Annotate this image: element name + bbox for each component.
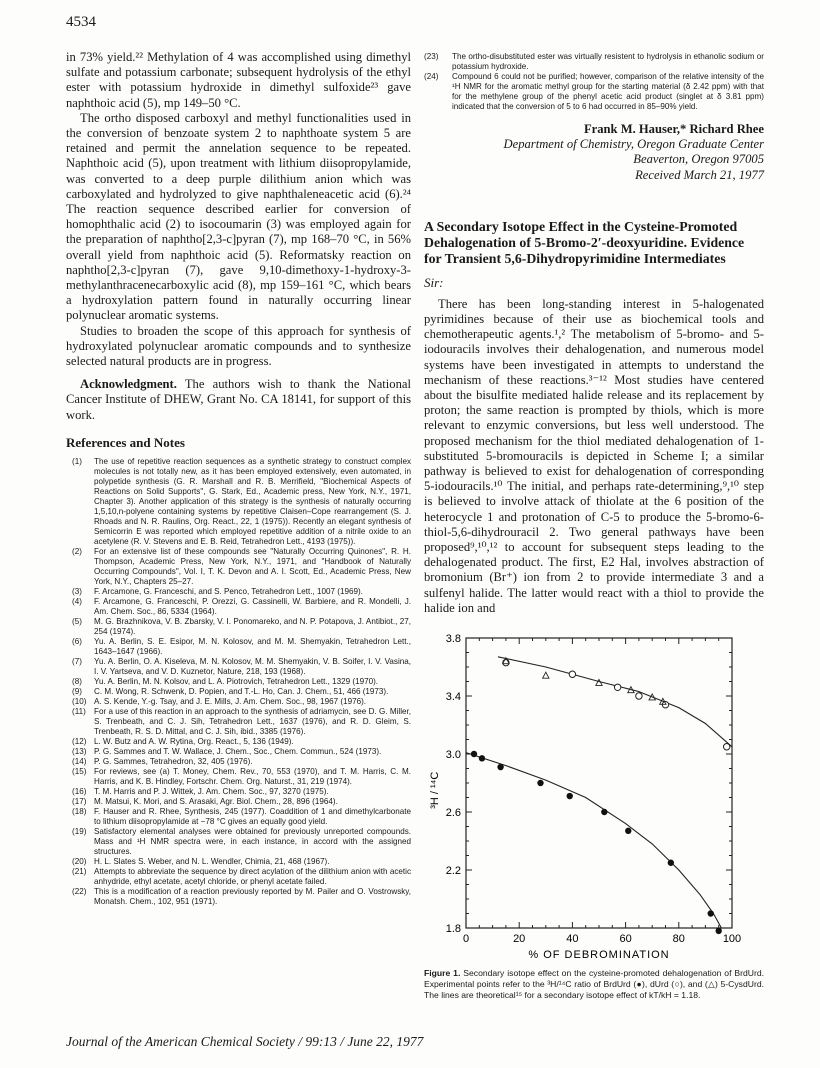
brdurd-point	[479, 755, 485, 761]
reference-item	[66, 867, 411, 887]
reference-item	[66, 637, 411, 657]
reference-number: (19)	[72, 826, 87, 836]
figure-1	[424, 632, 764, 1002]
reference-item	[66, 767, 411, 787]
received-date: Received March 21, 1977	[635, 167, 764, 182]
reference-number: (13)	[72, 746, 87, 756]
article-title: A Secondary Isotope Effect in the Cysteine-Promoted Dehalogenation of 5-Bromo-2′-deoxyuridine. Evidence for Transient 5,6-Dihydropyrimidine Intermediates	[424, 218, 745, 266]
reference-number: (23)	[424, 52, 439, 61]
reference-text: Satisfactory elemental analyses were obtained for previously unreported compounds. Mass and ¹H NMR spectra were, in each instance, in accord with the assigned structures.	[94, 826, 411, 856]
reference-number: (1)	[72, 456, 82, 466]
reference-number: (9)	[72, 686, 82, 696]
right-column	[424, 50, 764, 616]
reference-text: L. W. Butz and A. W. Rytina, Org. React., 5, 136 (1949).	[94, 736, 294, 746]
acknowledgment-label: Acknowledgment.	[80, 377, 177, 392]
reference-item	[66, 807, 411, 827]
reference-item	[424, 52, 764, 72]
figure-caption	[424, 968, 764, 1001]
brdurd-point	[716, 928, 722, 934]
authors: Frank M. Hauser,* Richard Rhee	[583, 122, 764, 136]
page-number: 4534	[66, 14, 96, 30]
reference-text: The ortho-disubstituted ester was virtually resistent to hydrolysis in ethanolic sodium or potassium hydroxide.	[452, 52, 764, 71]
reference-number: (20)	[72, 856, 87, 866]
reference-text: For reviews, see (a) T. Money, Chem. Rev., 70, 553 (1970), and T. M. Harris, C. M. Harris, and K. B. Hindley, Fortschr. Chem. Org. Naturst., 31, 219 (1974).	[94, 766, 411, 786]
acknowledgment-text: The authors wish to thank the National Cancer Institute of DHEW, Grant No. CA 18141, for support of this work.	[66, 377, 411, 422]
reference-item	[66, 747, 411, 757]
reference-item	[66, 457, 411, 547]
reference-item	[66, 587, 411, 597]
durd-point	[569, 671, 575, 677]
brdurd-point	[537, 780, 543, 786]
reference-number: (14)	[72, 756, 87, 766]
x-tick-label: 100	[722, 933, 742, 945]
reference-text: This is a modification of a reaction previously reported by M. Pailer and O. Vostrowsky, Monatsh. Chem., 102, 951 (1971).	[94, 886, 411, 906]
durd-point	[614, 684, 620, 690]
reference-text: T. M. Harris and P. J. Wittek, J. Am. Chem. Soc., 97, 3270 (1975).	[94, 786, 329, 796]
reference-item	[66, 787, 411, 797]
salutation: Sir:	[424, 274, 444, 290]
reference-item	[66, 657, 411, 677]
durd-point	[723, 744, 729, 750]
reference-text: P. G. Sammes, Tetrahedron, 32, 405 (1976).	[94, 756, 253, 766]
reference-text: C. M. Wong, R. Schwenk, D. Popien, and T.-L. Ho, Can. J. Chem., 51, 466 (1973).	[94, 686, 389, 696]
reference-number: (5)	[72, 616, 82, 626]
reference-item	[66, 827, 411, 857]
reference-number: (3)	[72, 586, 82, 596]
acknowledgment	[66, 377, 411, 423]
theory-curve-upper	[498, 657, 732, 747]
reference-text: F. Arcamone, G. Franceschi, P. Orezzi, G. Cassinelli, W. Barbiere, and R. Mondelli, J. Am. Chem. Soc., 86, 5334 (1964).	[94, 596, 411, 616]
reference-number: (11)	[72, 706, 86, 716]
x-tick-label: 40	[566, 933, 579, 945]
isotope-chart	[424, 632, 764, 968]
reference-text: M. Matsui, K. Mori, and S. Arasaki, Agr. Biol. Chem., 28, 896 (1964).	[94, 796, 338, 806]
reference-text: F. Hauser and R. Rhee, Synthesis, 245 (1977). Coaddition of 1 and dimethylcarbonate to lithium diisopropylamide at −78 °C gives an equally good yield.	[94, 806, 411, 826]
cysdurd-point	[543, 672, 549, 678]
reference-number: (17)	[72, 796, 87, 806]
reference-number: (22)	[72, 886, 87, 896]
reference-number: (24)	[424, 72, 439, 81]
reference-text: For an extensive list of these compounds see "Naturally Occurring Quinones", R. H. Thompson, Academic Press, New York, N.Y., 1971, and "Handbook of Naturally Occurring Compounds", Vol. I, T. K. Devon and A. I. Scott, Ed., Academic Press, New York, N.Y., Chapters 25–27.	[94, 546, 411, 586]
reference-number: (18)	[72, 806, 87, 816]
x-tick-label: 80	[672, 933, 685, 945]
reference-number: (21)	[72, 866, 87, 876]
caption-text: Secondary isotope effect on the cysteine-promoted dehalogenation of BrdUrd. Experimental points refer to the ³H/¹⁴C ratio of BrdUrd (●), dUrd (○), and (△) 5-CysdUrd. The lines are theoretical¹⁵ for a secondary isotope effect of kT/kH = 1.18.	[424, 968, 764, 1000]
journal-footer: Journal of the American Chemical Society / 99:13 / June 22, 1977	[66, 1034, 424, 1049]
reference-item	[66, 857, 411, 867]
x-tick-label: 0	[462, 933, 470, 945]
reference-item	[66, 737, 411, 747]
reference-number: (15)	[72, 766, 87, 776]
reference-text: Yu. A. Berlin, O. A. Kiseleva, M. N. Kolosov, M. M. Shemyakin, V. B. Soifer, I. V. Vasina, I. V. Yartseva, and V. D. Kuznetor, Nature, 218, 193 (1968).	[94, 656, 411, 676]
reference-text: P. G. Sammes and T. W. Wallace, J. Chem., Soc., Chem. Commun., 524 (1973).	[94, 746, 382, 756]
y-tick-label: 3.0	[445, 749, 461, 761]
x-tick-label: 60	[619, 933, 632, 945]
y-tick-label: 2.2	[445, 865, 461, 877]
brdurd-point	[567, 793, 573, 799]
reference-item	[66, 617, 411, 637]
reference-item	[66, 707, 411, 737]
reference-text: Yu. A. Berlin, S. E. Esipor, M. N. Kolosov, and M. M. Shemyakin, Tetrahedron Lett., 1643–1647 (1966).	[94, 636, 411, 656]
reference-number: (7)	[72, 656, 82, 666]
brdurd-point	[471, 751, 477, 757]
reference-text: Compound 6 could not be purified; however, comparison of the relative intensity of the ¹H NMR for the aromatic methyl group for the starting material (δ 2.42 ppm) with that for the methylene group of the phenyl acetic acid product (singlet at δ 3.81 ppm) indicated that the conversion of 5 to 6 had occurred in 85–90% yield.	[452, 72, 764, 111]
reference-text: Attempts to abbreviate the sequence by direct acylation of the dilithium anion with acetic anhydride, ethyl acetate, acetyl chloride, or phenyl acetate failed.	[94, 866, 411, 886]
reference-number: (4)	[72, 596, 82, 606]
reference-item	[66, 757, 411, 767]
reference-text: F. Arcamone, G. Franceschi, and S. Penco, Tetrahedron Lett., 1007 (1969).	[94, 586, 363, 596]
durd-point	[636, 693, 642, 699]
city: Beaverton, Oregon 97005	[633, 152, 764, 167]
reference-text: M. G. Brazhnikova, V. B. Zbarsky, V. I. Ponomareko, and N. P. Potapova, J. Antibiot., 27, 254 (1974).	[94, 616, 411, 636]
reference-item	[66, 547, 411, 587]
affiliation: Department of Chemistry, Oregon Graduate Center	[503, 137, 764, 152]
reference-text: H. L. Slates S. Weber, and N. L. Wendler, Chimia, 21, 468 (1967).	[94, 856, 330, 866]
reference-text: The use of repetitive reaction sequences as a synthetic strategy to construct complex molecules is not totally new, as it has been employed extensively, even automated, in polypetide synthesis (G. R. Marshall and R. B. Merrifield, "Biochemical Aspects of Reactions on Solid Supports", G. Stark, Ed., Academic press, New York, N.Y., 1971, Chapter 3). Another application of this strategy is the synthesis of naturally occurring 1,5,10,n-polyene containing systems by repetitive Claisen–Cope rearrangement (S. J. Rhoads and N. R. Raulins, Org. React., 22, 1 (1975)). Recently an elegant synthesis of Semicorrin E was reported which employed repetitive addition of a nitrile oxide to an acetylene (R. V. Stevens and E. B. Reid, Tetrahedron Lett., 4193 (1975)).	[94, 456, 411, 546]
theory-curve-lower	[466, 753, 721, 928]
reference-text: For a use of this reaction in an approach to the synthesis of adriamycin, see D. G. Miller, S. Trenbeath, and C. J. Sih, Tetrahedron Lett., 1637 (1976), and R. D. Gleim, S. Trenbeath, R. S. D. Mittal, and C. J. Sih, ibid., 3385 (1976).	[94, 706, 411, 736]
y-tick-label: 1.8	[445, 923, 461, 935]
brdurd-point	[625, 828, 631, 834]
y-axis-label: ³H / ¹⁴C	[429, 771, 441, 809]
x-tick-label: 20	[513, 933, 526, 945]
reference-text: Yu. A. Berlin, M. N. Kolsov, and L. A. Piotrovich, Tetrahedron Lett., 1329 (1970).	[94, 676, 379, 686]
reference-number: (8)	[72, 676, 82, 686]
reference-item	[66, 677, 411, 687]
reference-number: (2)	[72, 546, 82, 556]
brdurd-point	[708, 910, 714, 916]
signature-block	[424, 122, 764, 183]
y-tick-label: 3.4	[445, 691, 461, 703]
references-heading: References and Notes	[66, 434, 185, 450]
reference-number: (12)	[72, 736, 87, 746]
body-paragraph: There has been long-standing interest in 5-halogenated pyrimidines because of their use as biochemical tools and chemotherapeutic agents.¹,² The metabolism of 5-bromo- and 5-iodouracils involves their dehalogenation, and numerous model systems have been investigated in attempts to understand the mechanism of these reactions.³⁻¹² Most studies have centered about the bisulfite mediated halide release and its replacement by proton; the same reaction is prompted by thiols, which is more relevant to enzymic conversions, but less well understood. The proposed mechanism for the thiol mediated dehalogenation of 1-substituted 5-bromouracils is depicted in Scheme I; a similar pathway is believed to exist for dehalogenation of corresponding 5-iodouracils.¹⁰ The initial, and perhaps rate-determining,⁹,¹⁰ step is believed to involve attack of thiolate at the 6 position of the heterocycle 1 and protonation of C-5 to produce the 5-bromo-6-thiol-5,6-dihydrouracil 2. Two general pathways have been proposed⁹,¹⁰,¹² to account for subsequent steps leading to the dehalogenated product. The first, E2 Hal, involves abstraction of bromonium (Br⁺) ion from 2 to provide intermediate 3 and a sulfenyl halide. The latter would react with a thiol to provide the halide ion and	[424, 296, 764, 615]
reference-item	[66, 597, 411, 617]
left-column	[66, 50, 411, 907]
reference-number: (16)	[72, 786, 87, 796]
reference-item	[66, 687, 411, 697]
references-list	[66, 457, 411, 907]
x-axis-label: % OF DEBROMINATION	[528, 949, 670, 961]
y-tick-label: 2.6	[445, 807, 461, 819]
body-paragraph: Studies to broaden the scope of this approach for synthesis of hydroxylated polynuclear aromatic compounds and to synthesize selected natural products are in progress.	[66, 323, 411, 369]
brdurd-point	[497, 764, 503, 770]
brdurd-point	[668, 860, 674, 866]
body-paragraph: The ortho disposed carboxyl and methyl functionalities used in the conversion of benzoate system 2 to naphthoate system 5 are retained and permit the annelation sequence to be repeated. Naphthoic acid (5), upon treatment with lithium diisopropylamide, was converted to a deep purple dilithium anion which was carboxylated and hydrolyzed to give naphthaleneacetic acid (6).²⁴ The reaction sequence described earlier for conversion of homophthalic acid (2) to isocoumarin (3) was employed again for the preparation of naphtho[2,3-c]pyran (7), mp 168–70 °C, in 56% overall yield from naphthoic acid (5). Reformatsky reaction on naphtho[2,3-c]pyran (7), gave 9,10-dimethoxy-1-hydroxy-3-methylanthracenecarboxylic acid (8), mp 159–161 °C, which bears a hydroxylation pattern found in naturally occurring linear polynuclear aromatic systems.	[66, 110, 411, 323]
reference-item	[66, 797, 411, 807]
y-tick-label: 3.8	[445, 633, 461, 645]
reference-item	[66, 697, 411, 707]
caption-label: Figure 1.	[424, 968, 461, 978]
reference-item	[424, 72, 764, 112]
reference-text: A. S. Kende, Y.-g. Tsay, and J. E. Mills, J. Am. Chem. Soc., 98, 1967 (1976).	[94, 696, 367, 706]
brdurd-point	[601, 809, 607, 815]
notes-list	[424, 52, 764, 112]
reference-number: (6)	[72, 636, 82, 646]
reference-number: (10)	[72, 696, 87, 706]
reference-item	[66, 887, 411, 907]
body-paragraph: in 73% yield.²² Methylation of 4 was accomplished using dimethyl sulfate and potassium carbonate; subsequent hydrolysis of the ethyl ester with potassium hydroxide in dimethyl sulfoxide²³ gave naphthoic acid (5), mp 149–50 °C.	[66, 50, 411, 110]
